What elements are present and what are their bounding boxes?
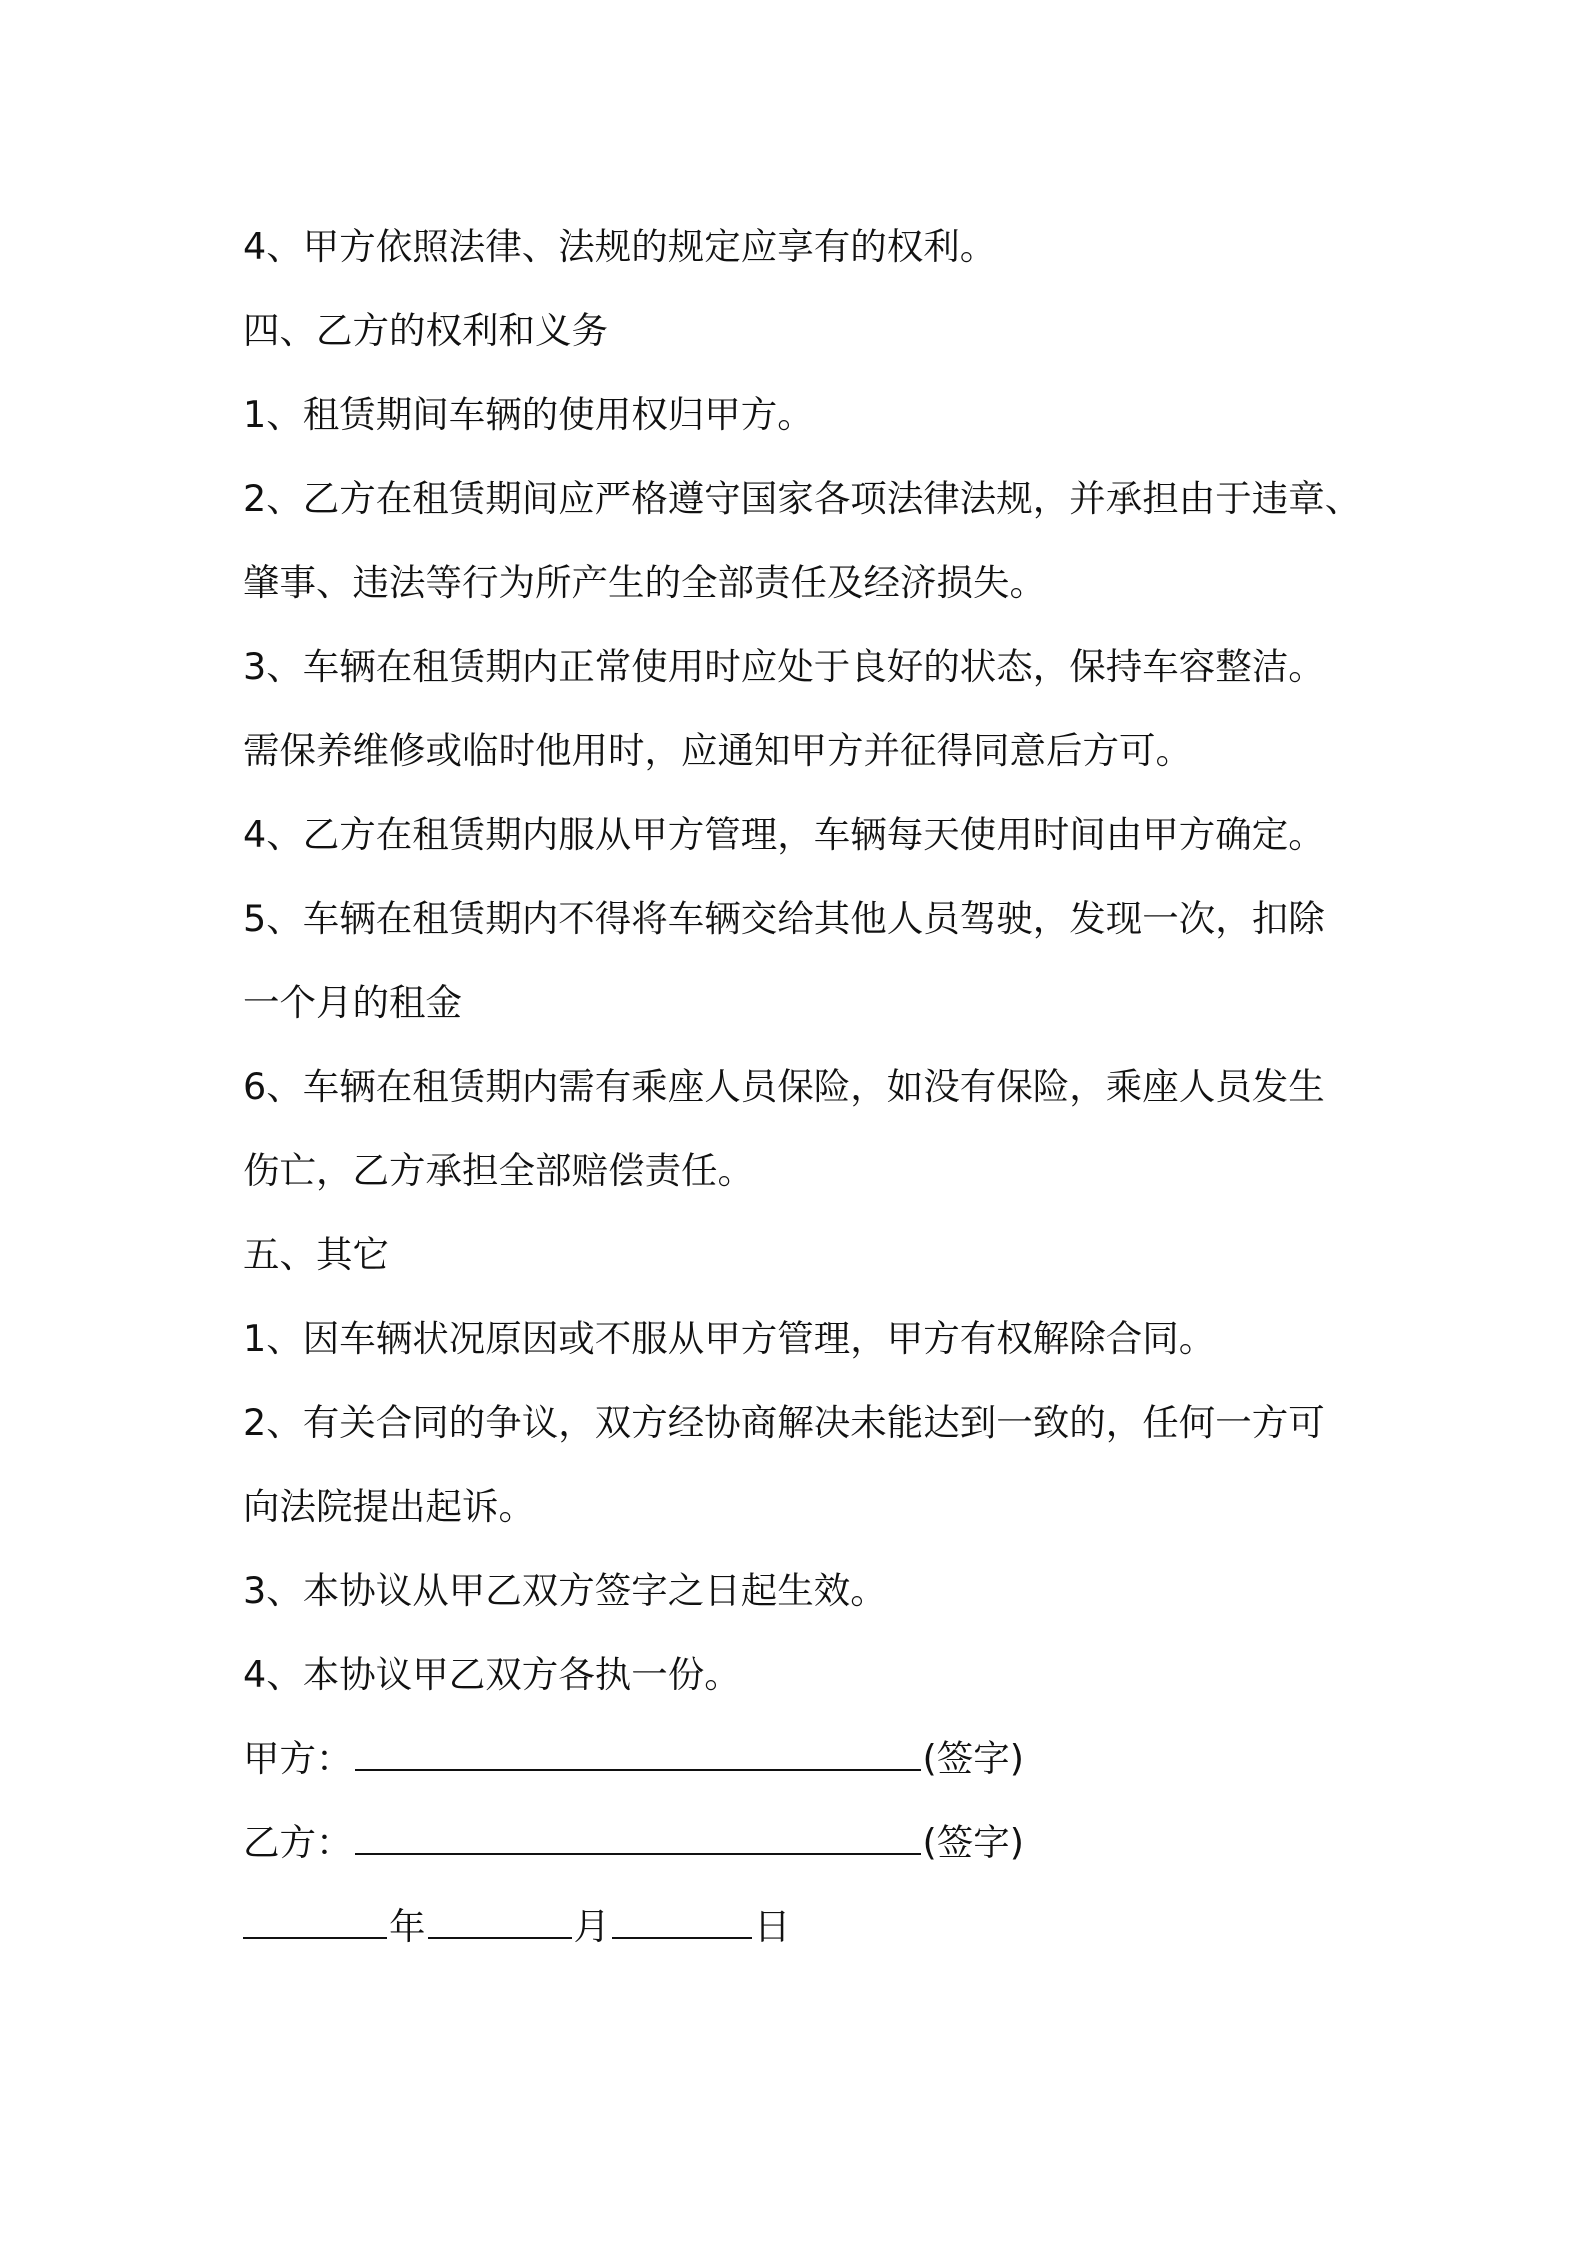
text-line: 肇事、违法等行为所产生的全部责任及经济损失。 — [243, 561, 1046, 604]
text-line: 5、车辆在租赁期内不得将车辆交给其他人员驾驶，发现一次，扣除 — [243, 897, 1325, 940]
text-line: 2、有关合同的争议，双方经协商解决未能达到一致的，任何一方可 — [243, 1401, 1325, 1444]
party-a-signature-line — [243, 1717, 1383, 1801]
text-line: 2、乙方在租赁期间应严格遵守国家各项法律法规，并承担由于违章、 — [243, 477, 1362, 520]
party-b-sign-note: (签字) — [922, 1821, 1024, 1864]
party-a-signature-blank — [355, 1739, 921, 1771]
text-line: 伤亡，乙方承担全部赔偿责任。 — [243, 1149, 754, 1192]
document-page — [243, 205, 1383, 1969]
text-line: 4、乙方在租赁期内服从甲方管理，车辆每天使用时间由甲方确定。 — [243, 813, 1325, 856]
text-line: 需保养维修或临时他用时，应通知甲方并征得同意后方可。 — [243, 729, 1192, 772]
party-b-signature-line — [243, 1801, 1383, 1885]
text-line: 3、车辆在租赁期内正常使用时应处于良好的状态，保持车容整洁。 — [243, 645, 1325, 688]
party-b-label: 乙方： — [243, 1821, 353, 1864]
party-b-signature-blank — [355, 1823, 921, 1855]
section-heading: 四、乙方的权利和义务 — [243, 309, 608, 352]
text-line: 1、因车辆状况原因或不服从甲方管理，甲方有权解除合同。 — [243, 1317, 1216, 1360]
text-line: 1、租赁期间车辆的使用权归甲方。 — [243, 393, 814, 436]
text-line: 3、本协议从甲乙双方签字之日起生效。 — [243, 1569, 887, 1612]
day-label: 日 — [754, 1905, 791, 1948]
text-line: 一个月的租金 — [243, 981, 462, 1024]
text-line: 4、本协议甲乙双方各执一份。 — [243, 1653, 741, 1696]
day-blank — [612, 1907, 752, 1939]
year-label: 年 — [389, 1905, 426, 1948]
text-line: 4、甲方依照法律、法规的规定应享有的权利。 — [243, 225, 997, 268]
text-line: 向法院提出起诉。 — [243, 1485, 535, 1528]
party-a-sign-note: (签字) — [922, 1737, 1024, 1780]
month-label: 月 — [573, 1905, 610, 1948]
date-line — [243, 1885, 1383, 1969]
year-blank — [243, 1907, 387, 1939]
party-a-label: 甲方： — [243, 1737, 353, 1780]
month-blank — [428, 1907, 572, 1939]
section-heading: 五、其它 — [243, 1233, 389, 1276]
text-line: 6、车辆在租赁期内需有乘座人员保险，如没有保险，乘座人员发生 — [243, 1065, 1325, 1108]
